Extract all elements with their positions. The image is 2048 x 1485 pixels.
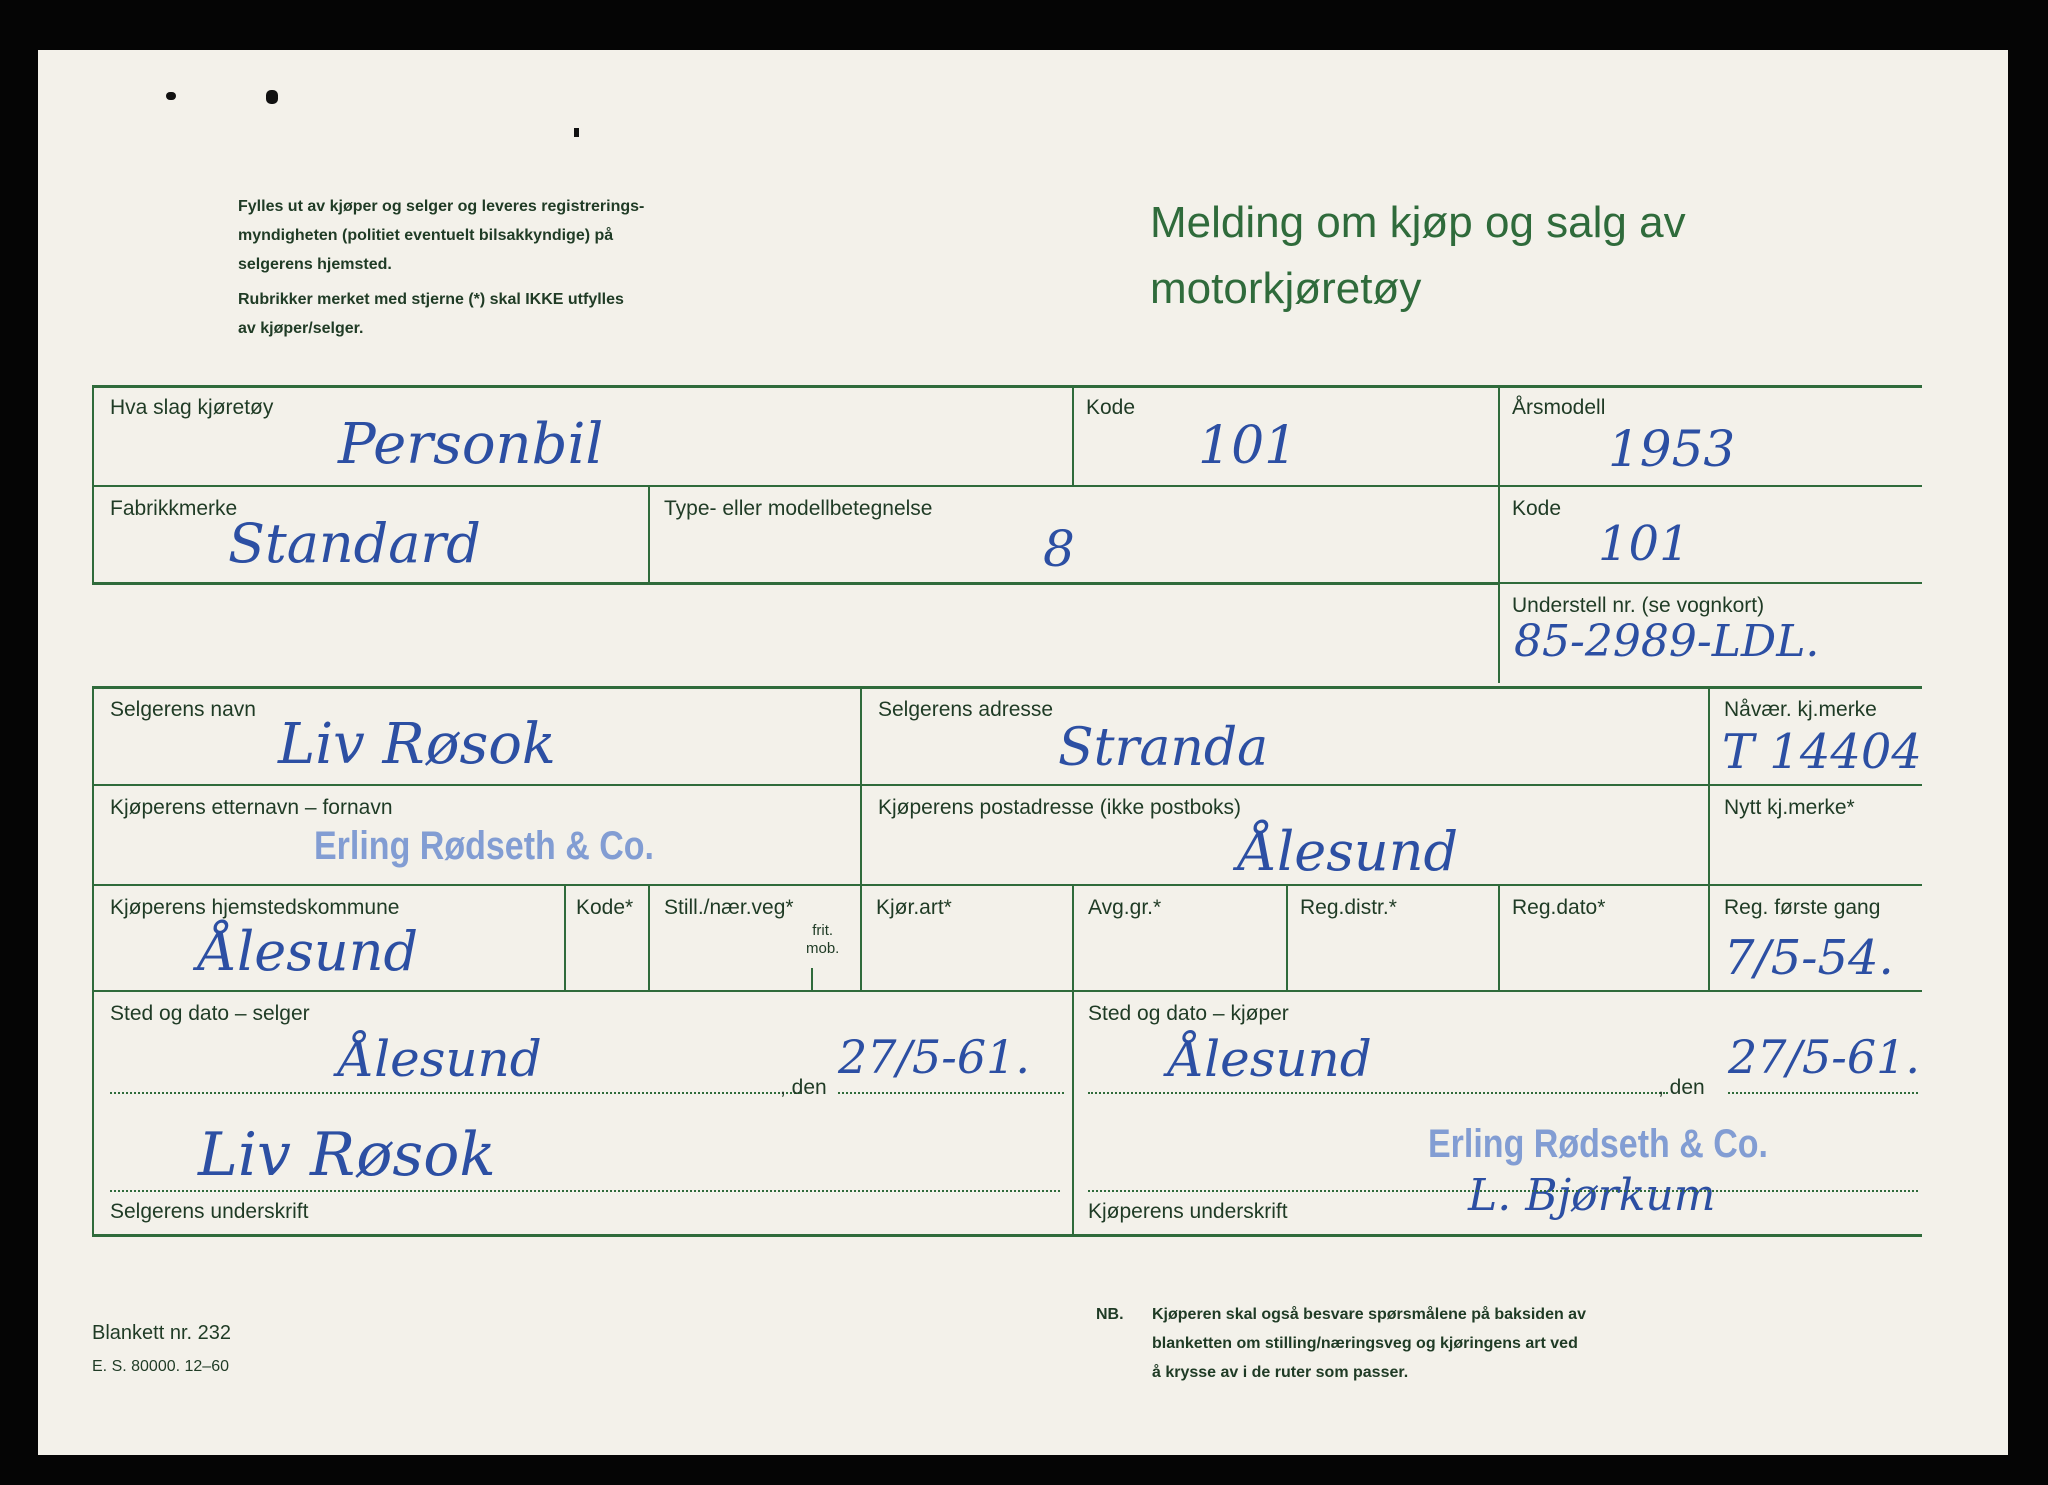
rule	[92, 582, 1498, 585]
model-year-label: Årsmodell	[1512, 396, 1606, 419]
buyer-signature-line	[1088, 1190, 1918, 1192]
frit-label: frit.	[812, 922, 834, 939]
buyer-name-label: Kjøperens etternavn – fornavn	[110, 796, 393, 819]
buyer-name-stamp: Erling Rødseth & Co.	[314, 824, 654, 868]
position-label: Still./nær.veg*	[664, 896, 794, 919]
seller-address-label: Selgerens adresse	[878, 698, 1054, 721]
rule	[92, 784, 1922, 786]
rule	[1708, 686, 1710, 992]
make-label: Fabrikkmerke	[110, 497, 238, 520]
model-year-value: 1953	[1608, 420, 1736, 478]
note-line: blanketten om stilling/næringsveg og kjøringens art ved	[1152, 1335, 1578, 1352]
instruction-line: myndigheten (politiet eventuelt bilsakkyndige) på	[238, 227, 614, 244]
rule	[92, 884, 1922, 886]
seller-name-label: Selgerens navn	[110, 698, 256, 721]
kode-label: Kode*	[576, 896, 634, 919]
seller-place-label: Sted og dato – selger	[110, 1002, 310, 1025]
instruction-line: Fylles ut av kjøper og selger og leveres registrerings-	[238, 198, 645, 215]
tax-group-label: Avg.gr.*	[1088, 896, 1162, 919]
rule	[92, 485, 1922, 487]
form-title	[1150, 190, 1686, 322]
reg-date-label: Reg.dato*	[1512, 896, 1606, 919]
rule	[860, 686, 862, 886]
seller-place-line	[110, 1092, 800, 1094]
rule	[564, 884, 566, 992]
mob-label: mob.	[806, 940, 840, 957]
ink-speck	[574, 128, 579, 137]
buyer-place-value: Ålesund	[1168, 1030, 1372, 1088]
instruction-line: av kjøper/selger.	[238, 320, 364, 337]
den-label: , den	[1658, 1076, 1705, 1099]
buyer-place-label: Sted og dato – kjøper	[1088, 1002, 1289, 1025]
municipality-value: Ålesund	[198, 920, 419, 983]
vehicle-code-label: Kode	[1086, 396, 1136, 419]
rule	[648, 884, 650, 992]
rule	[92, 686, 94, 1236]
current-plate-value: T 14404	[1722, 724, 1922, 780]
footer-note	[1152, 1300, 1586, 1387]
den-label: , den	[780, 1076, 827, 1099]
instruction-line: Rubrikker merket med stjerne (*) skal IKKE utfylles	[238, 291, 624, 308]
first-reg-label: Reg. første gang	[1724, 896, 1881, 919]
seller-date-value: 27/5-61.	[838, 1030, 1030, 1084]
rule	[811, 968, 813, 990]
buyer-place-line	[1088, 1092, 1668, 1094]
buyer-signature: L. Bjørkum	[1468, 1170, 1716, 1221]
chassis-label: Understell nr. (se vognkort)	[1512, 594, 1765, 617]
buyer-date-line	[1728, 1092, 1918, 1094]
buyer-signature-label: Kjøperens underskrift	[1088, 1200, 1288, 1223]
note-line: å krysse av i de ruter som passer.	[1152, 1364, 1409, 1381]
rule	[92, 1234, 1922, 1237]
rule	[1072, 385, 1074, 485]
ink-speck	[266, 90, 278, 104]
note-line: Kjøperen skal også besvare spørsmålene på baksiden av	[1152, 1306, 1586, 1323]
rule	[92, 686, 1922, 689]
title-line: Melding om kjøp og salg av	[1150, 198, 1686, 247]
rule	[92, 385, 1922, 388]
rule	[1286, 884, 1288, 992]
rule	[1498, 582, 1922, 584]
buyer-signature-stamp: Erling Rødseth & Co.	[1428, 1122, 1768, 1166]
vehicle-type-value: Personbil	[338, 412, 604, 477]
seller-date-line	[838, 1092, 1064, 1094]
rule	[1498, 385, 1500, 683]
first-reg-value: 7/5-54.	[1724, 930, 1894, 986]
seller-signature-line	[110, 1190, 1060, 1192]
current-plate-label: Nåvær. kj.merke	[1724, 698, 1877, 721]
make-code-value: 101	[1598, 516, 1690, 572]
seller-signature-label: Selgerens underskrift	[110, 1200, 309, 1223]
model-label: Type- eller modellbetegnelse	[664, 497, 933, 520]
seller-name-value: Liv Røsok	[278, 712, 556, 777]
form-paper	[38, 50, 2008, 1455]
nb-label: NB.	[1096, 1306, 1124, 1323]
buyer-postal-value: Ålesund	[1238, 820, 1459, 883]
ink-speck	[166, 92, 176, 100]
rule	[860, 884, 862, 992]
rule	[92, 385, 94, 585]
make-code-label: Kode	[1512, 497, 1562, 520]
seller-signature: Liv Røsok	[198, 1120, 496, 1190]
vehicle-code-value: 101	[1198, 416, 1298, 476]
seller-place-value: Ålesund	[338, 1030, 542, 1088]
vehicle-type-label: Hva slag kjøretøy	[110, 396, 274, 419]
rule	[1498, 884, 1500, 992]
buyer-date-value: 27/5-61.	[1728, 1030, 1920, 1084]
buyer-postal-label: Kjøperens postadresse (ikke postboks)	[878, 796, 1241, 819]
new-plate-label: Nytt kj.merke*	[1724, 796, 1855, 819]
rule	[92, 990, 1922, 992]
form-number: Blankett nr. 232	[92, 1322, 231, 1344]
drive-type-label: Kjør.art*	[876, 896, 952, 919]
model-value: 8	[1043, 520, 1075, 578]
instruction-line: selgerens hjemsted.	[238, 256, 392, 273]
instructions-block	[238, 192, 644, 343]
rule	[648, 485, 650, 585]
chassis-value: 85-2989-LDL.	[1514, 616, 1820, 667]
reg-district-label: Reg.distr.*	[1300, 896, 1397, 919]
rule	[1072, 884, 1074, 1234]
municipality-label: Kjøperens hjemstedskommune	[110, 896, 400, 919]
make-value: Standard	[228, 512, 481, 575]
seller-address-value: Stranda	[1058, 718, 1269, 778]
print-code: E. S. 80000. 12–60	[92, 1358, 229, 1375]
title-line: motorkjøretøy	[1150, 264, 1422, 313]
frit-mob-label	[806, 922, 839, 958]
